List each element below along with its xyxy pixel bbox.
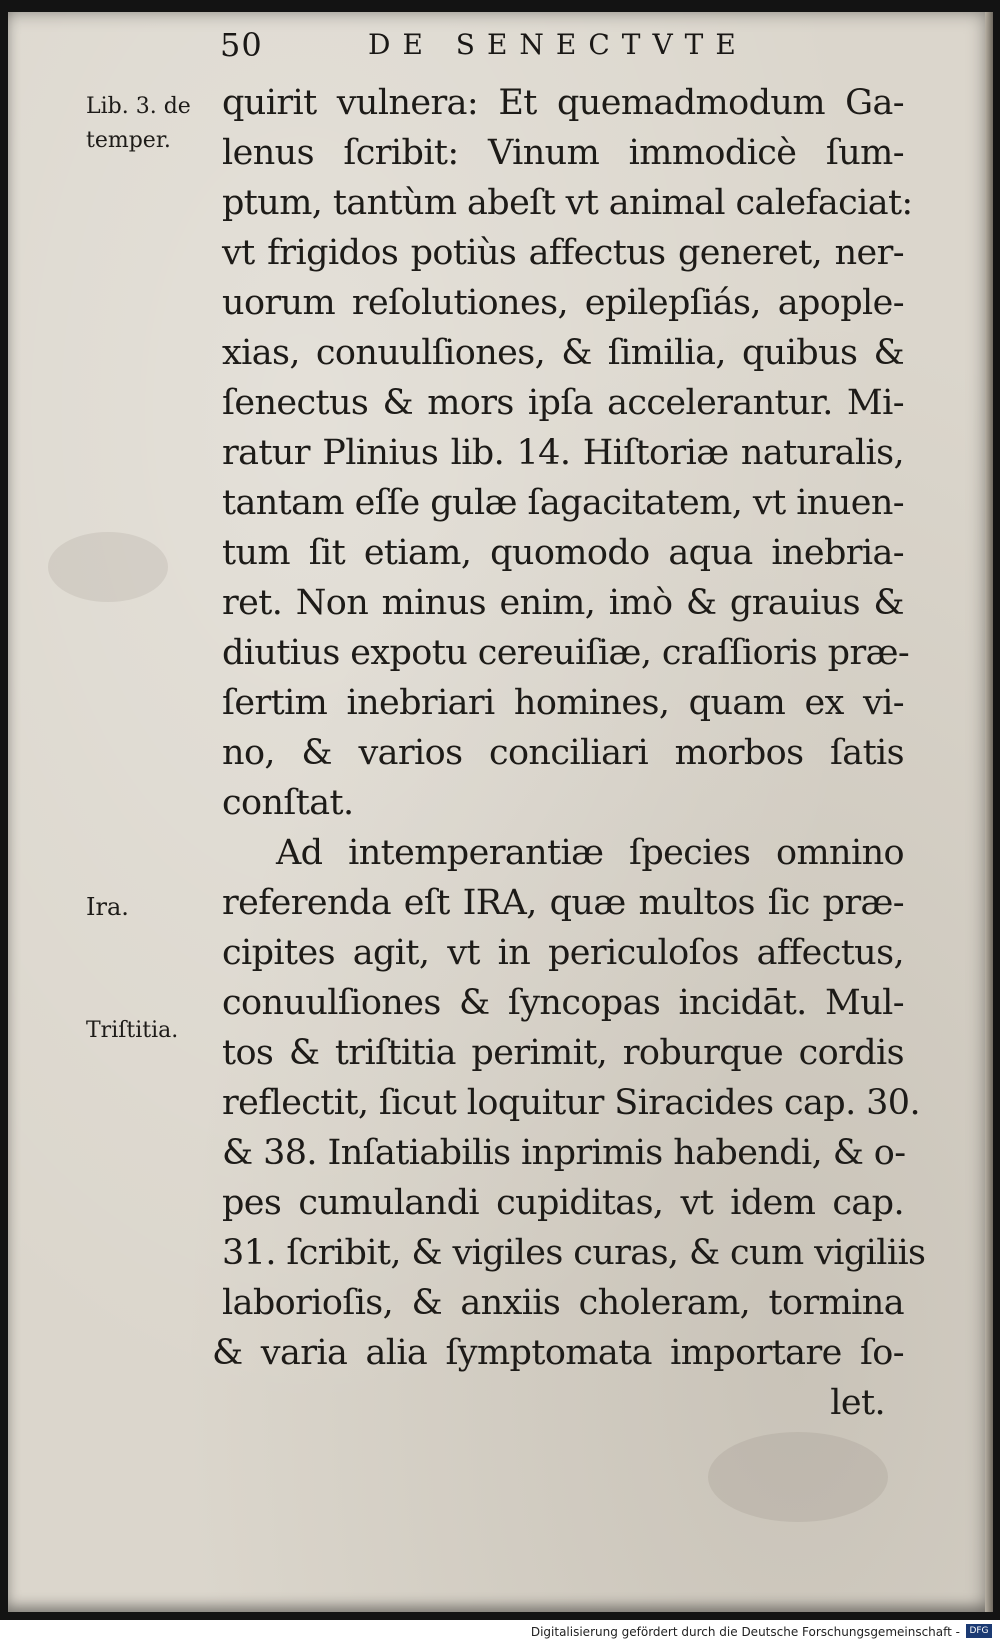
text-line: conuulſiones & ſyncopas incidāt. Mul- <box>222 983 904 1023</box>
text-line: lenus ſcribit: Vinum immodicè ſum- <box>222 133 904 173</box>
text-line: no, & varios conciliari morbos ſatis <box>222 733 904 773</box>
margin-note-ira: Ira. <box>86 893 129 921</box>
dfg-logo: DFG <box>966 1624 992 1638</box>
text-line: ſenectus & mors ipſa accelerantur. Mi- <box>222 383 904 423</box>
text-line: ratur Plinius lib. 14. Hiſtoriæ naturalis, <box>222 433 904 473</box>
text-line: conſtat. <box>222 783 354 823</box>
text-line: ſertim inebriari homines, quam ex vi- <box>222 683 904 723</box>
page-number: 50 <box>220 26 263 64</box>
text-line: referenda eſt IRA, quæ multos ſic præ- <box>222 883 904 923</box>
text-line: uorum reſolutiones, epilepſiás, apople- <box>222 283 904 323</box>
page-edge-shadow <box>985 12 993 1612</box>
text-line: cipites agit, vt in periculoſos affectus, <box>222 933 904 973</box>
text-line-paragraph-start: Ad intemperantiæ ſpecies omnino <box>276 833 904 873</box>
margin-note-line: temper. <box>86 128 171 153</box>
margin-note-line: Lib. 3. de <box>86 94 191 119</box>
page-header <box>220 22 780 68</box>
margin-note-lib <box>86 90 191 158</box>
text-line: tum ſit etiam, quomodo aqua inebria- <box>222 533 904 573</box>
text-line: reflectit, ſicut loquitur Siracides cap. 30. <box>222 1083 920 1123</box>
text-line: xias, conuulſiones, & ſimilia, quibus & <box>222 333 904 373</box>
text-line: tantam eſſe gulæ ſagacitatem, vt inuen- <box>222 483 904 523</box>
funding-credit: Digitalisierung gefördert durch die Deutsche Forschungsgemeinschaft - <box>530 1625 960 1639</box>
text-line: laborioſis, & anxiis choleram, tormina <box>222 1283 904 1323</box>
margin-note-tristitia: Triſtitia. <box>86 1018 179 1043</box>
paper-stain <box>708 1432 888 1522</box>
running-head: DE SENECTVTE <box>368 28 748 61</box>
text-line: tos & triſtitia perimit, roburque cordis <box>222 1033 904 1073</box>
book-page <box>8 12 993 1612</box>
text-line: quirit vulnera: Et quemadmodum Ga- <box>222 83 904 123</box>
text-line: ret. Non minus enim, imò & grauius & <box>222 583 904 623</box>
footer-bar <box>0 1620 1000 1645</box>
text-line: ptum, tantùm abeſt vt animal calefaciat: <box>222 183 913 223</box>
text-line: diutius expotu cereuiſiæ, craſſioris præ- <box>222 633 910 673</box>
text-line: & varia alia ſymptomata importare ſo- <box>212 1333 904 1373</box>
text-line: vt frigidos potiùs affectus generet, ner- <box>222 233 904 273</box>
text-line: let. <box>830 1383 885 1423</box>
text-line: & 38. Inſatiabilis inprimis habendi, & o- <box>222 1133 906 1173</box>
text-line: pes cumulandi cupiditas, vt idem cap. <box>222 1183 904 1223</box>
paper-stain <box>48 532 168 602</box>
text-line: 31. ſcribit, & vigiles curas, & cum vigiliis <box>222 1233 926 1273</box>
